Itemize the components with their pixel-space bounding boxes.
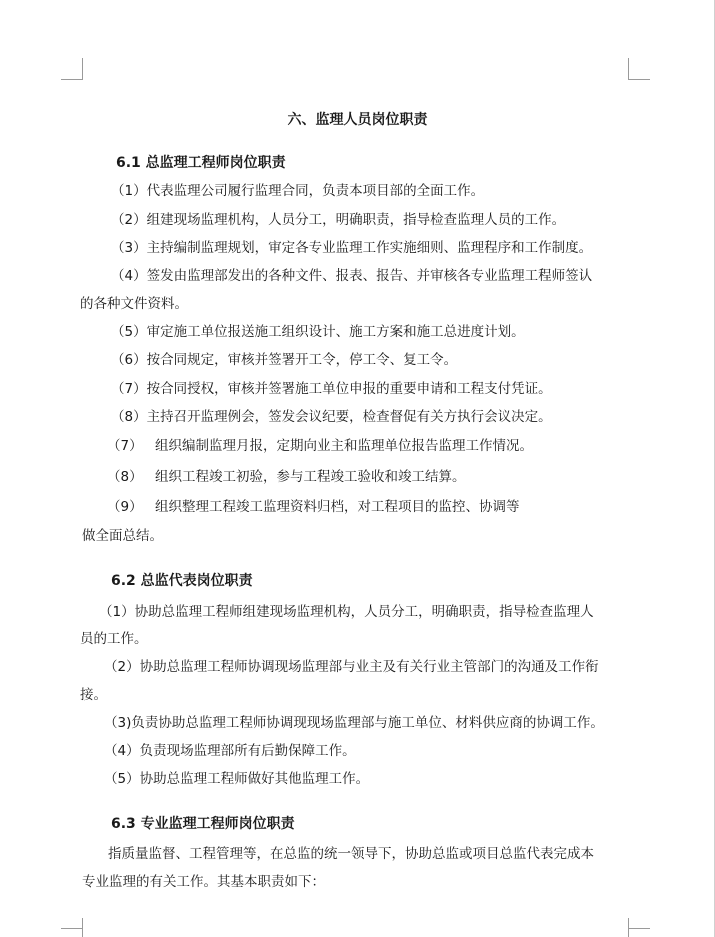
paragraph-line: （6）按合同规定，审核并签署开工令，停工令、复工令。 [111, 352, 458, 368]
paragraph-line: （1）协助总监理工程师组建现场监理机构，人员分工，明确职责，指导检查监理人 [99, 604, 594, 620]
paragraph-line: （2）协助总监理工程师协调现场监理部与业主及有关行业主管部门的沟通及工作衔 [104, 659, 599, 675]
paragraph-line: 接。 [80, 687, 107, 703]
paragraph-line: 专业监理的有关工作。其基本职责如下： [82, 874, 325, 890]
paragraph-line: （1）代表监理公司履行监理合同，负责本项目部的全面工作。 [111, 183, 485, 199]
crop-mark-top-left [82, 58, 83, 80]
paragraph-line: （2）组建现场监理机构，人员分工，明确职责，指导检查监理人员的工作。 [111, 212, 566, 228]
crop-mark-bottom-left [61, 928, 83, 929]
paragraph-line: 组织编制监理月报，定期向业主和监理单位报告监理工作情况。 [155, 438, 533, 454]
paragraph-line: 员的工作。 [80, 631, 148, 647]
crop-mark-top-right [628, 58, 629, 80]
item-number: （7） [107, 438, 143, 454]
paragraph-line: （5）协助总监理工程师做好其他监理工作。 [104, 771, 370, 787]
paragraph-line: （8）主持召开监理例会，签发会议纪要，检查督促有关方执行会议决定。 [111, 409, 552, 425]
crop-mark-bottom-right [628, 928, 650, 929]
paragraph-line: 组织工程竣工初验，参与工程竣工验收和竣工结算。 [155, 469, 466, 485]
paragraph-line: 做全面总结。 [82, 528, 163, 544]
section-heading-6-3: 6.3 专业监理工程师岗位职责 [111, 816, 295, 832]
item-number: （9） [107, 499, 143, 515]
crop-mark-top-right [628, 79, 650, 80]
document-title: 六、监理人员岗位职责 [287, 112, 428, 128]
paragraph-line: （7）按合同授权，审核并签署施工单位申报的重要申请和工程支付凭证。 [111, 381, 552, 397]
paragraph-line: 指质量监督、工程管理等，在总监的统一领导下，协助总监或项目总监代表完成本 [108, 846, 594, 862]
section-heading-6-2: 6.2 总监代表岗位职责 [111, 573, 253, 589]
paragraph-line: （5）审定施工单位报送施工组织设计、施工方案和施工总进度计划。 [111, 324, 525, 340]
crop-mark-top-left [61, 79, 83, 80]
paragraph-line: （3)负责协助总监理工程师协调现现场监理部与施工单位、材料供应商的协调工作。 [104, 715, 604, 731]
paragraph-line: 的各种文件资料。 [80, 296, 188, 312]
paragraph-line: 组织整理工程竣工监理资料归档，对工程项目的监控、协调等 [155, 499, 520, 515]
item-number: （8） [107, 469, 143, 485]
paragraph-line: （4）签发由监理部发出的各种文件、报表、报告、并审核各专业监理工程师签认 [111, 268, 593, 284]
section-heading-6-1: 6.1 总监理工程师岗位职责 [116, 155, 286, 171]
paragraph-line: （4）负责现场监理部所有后勤保障工作。 [104, 743, 356, 759]
paragraph-line: （3）主持编制监理规划，审定各专业监理工作实施细则、监理程序和工作制度。 [111, 240, 593, 256]
